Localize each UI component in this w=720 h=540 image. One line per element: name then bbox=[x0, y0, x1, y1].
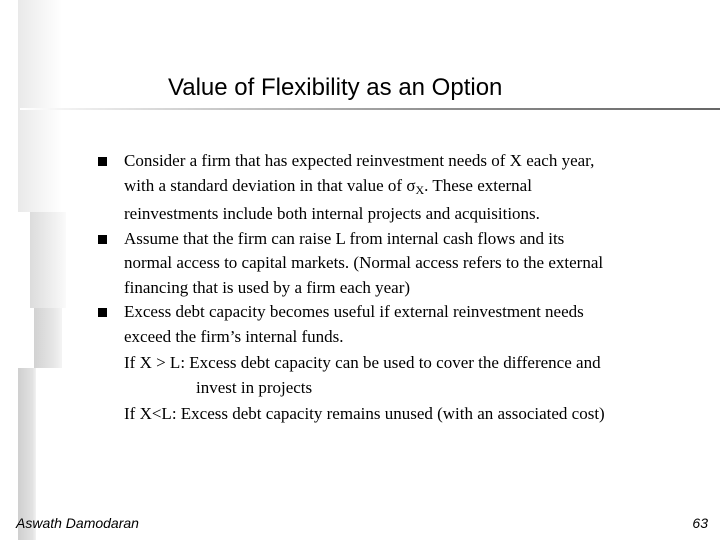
subpoint-1 bbox=[98, 351, 698, 400]
title-underline bbox=[20, 108, 720, 110]
square-bullet-icon bbox=[98, 157, 107, 166]
slide-body bbox=[98, 149, 698, 427]
subpoint-continuation: invest in projects bbox=[196, 377, 313, 397]
bullet-text-line: Excess debt capacity becomes useful if external reinvestment needs bbox=[124, 302, 584, 321]
bullet-text-line: Consider a firm that has expected reinvestment needs of X each year, bbox=[124, 151, 595, 170]
bullet-item-2 bbox=[98, 227, 698, 301]
sigma-subscript: X bbox=[415, 182, 425, 197]
sigma-symbol: σ bbox=[406, 175, 416, 195]
square-bullet-icon bbox=[98, 235, 107, 244]
bullet-text-line: financing that is used by a firm each year) bbox=[124, 277, 411, 297]
bullet-text-line: with a standard deviation in that value of σX. These external bbox=[124, 175, 532, 197]
bullet-text-line: reinvestments include both internal projects and acquisitions. bbox=[124, 204, 540, 223]
subpoint-2 bbox=[98, 402, 698, 427]
bullet-text-line: exceed the firm’s internal funds. bbox=[124, 326, 344, 346]
page-number: 63 bbox=[692, 515, 708, 531]
square-bullet-icon bbox=[98, 308, 107, 317]
subpoint-text-line: If X<L: Excess debt capacity remains unused (with an associated cost) bbox=[124, 404, 605, 423]
footer-author: Aswath Damodaran bbox=[16, 515, 139, 531]
decorative-bar-top bbox=[18, 0, 62, 212]
subpoint-text-line: If X > L: Excess debt capacity can be used to cover the difference and bbox=[124, 353, 601, 372]
bullet-text-line: Assume that the firm can raise L from internal cash flows and its bbox=[124, 228, 565, 248]
decorative-bar-lower bbox=[34, 308, 62, 368]
decorative-bar-middle bbox=[30, 212, 66, 308]
bullet-item-3 bbox=[98, 300, 698, 349]
bullet-text-line: normal access to capital markets. (Normal access refers to the external bbox=[124, 253, 604, 272]
slide-title: Value of Flexibility as an Option bbox=[168, 74, 503, 101]
bullet-item-1 bbox=[98, 149, 698, 227]
